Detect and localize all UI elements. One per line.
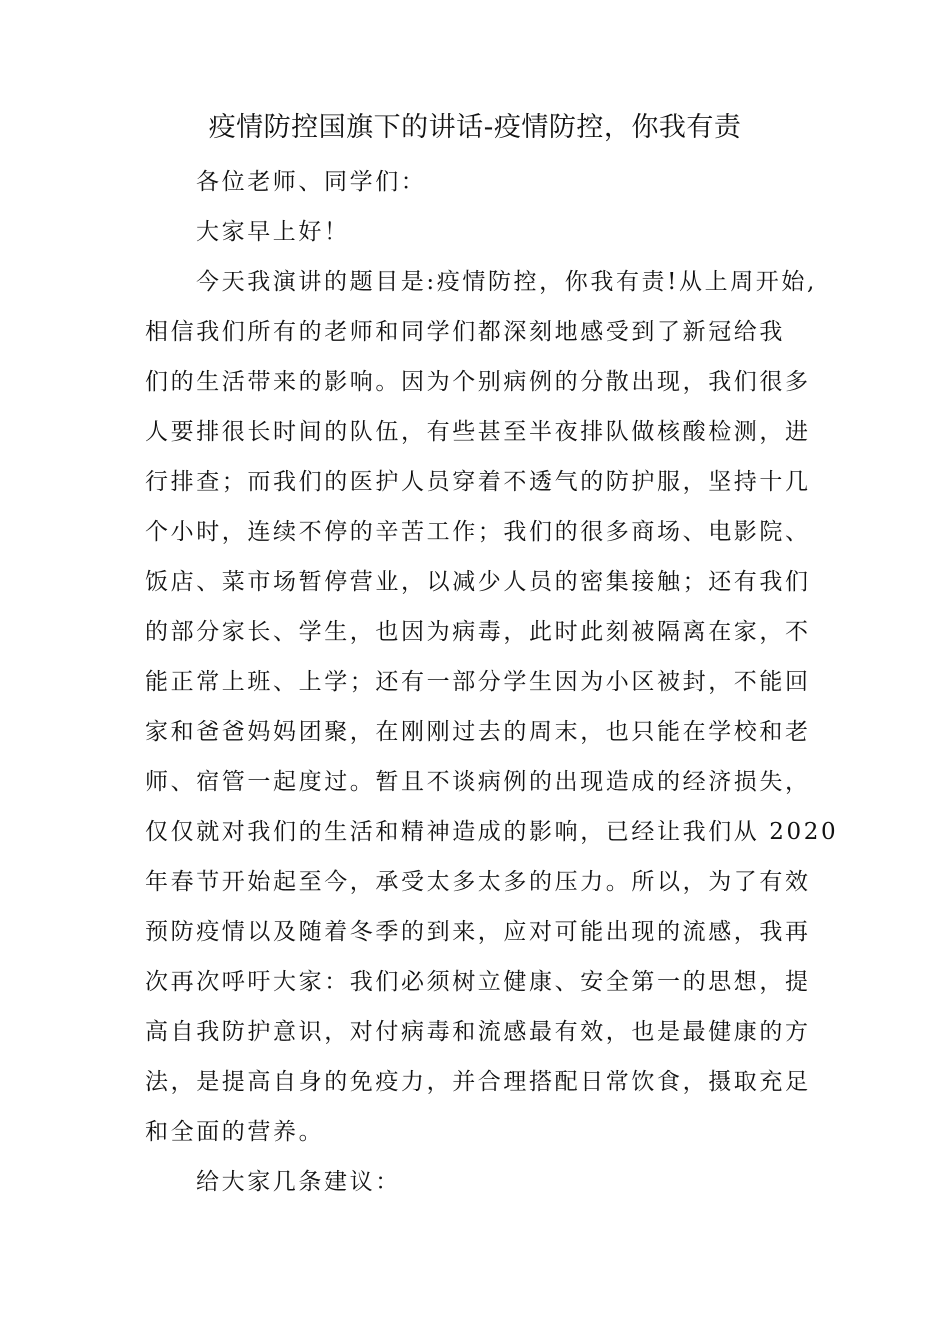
salutation-line: 大家早上好！	[196, 219, 350, 245]
body-line: 饭店、菜市场暂停营业，以减少人员的密集接触；还有我们	[145, 569, 811, 595]
body-line: 高自我防护意识，对付病毒和流感最有效，也是最健康的方	[145, 1019, 811, 1045]
body-line: 年春节开始起至今，承受太多太多的压力。所以，为了有效	[145, 869, 811, 895]
body-line: 行排查；而我们的医护人员穿着不透气的防护服，坚持十几	[145, 469, 811, 495]
body-line: 的部分家长、学生，也因为病毒，此时此刻被隔离在家，不	[145, 619, 811, 645]
body-line: 今天我演讲的题目是:疫情防控，你我有责!从上周开始,	[196, 269, 817, 295]
closing-line: 给大家几条建议：	[196, 1169, 401, 1195]
body-line: 们的生活带来的影响。因为个别病例的分散出现，我们很多	[145, 369, 811, 395]
body-line: 人要排很长时间的队伍，有些甚至半夜排队做核酸检测，进	[145, 419, 811, 445]
body-line: 师、宿管一起度过。暂且不谈病例的出现造成的经济损失，	[145, 769, 811, 795]
body-line: 预防疫情以及随着冬季的到来，应对可能出现的流感，我再	[145, 919, 811, 945]
body-line: 次再次呼吁大家：我们必须树立健康、安全第一的思想，提	[145, 969, 811, 995]
body-line: 家和爸爸妈妈团聚，在刚刚过去的周末，也只能在学校和老	[145, 719, 811, 745]
body-line: 个小时，连续不停的辛苦工作；我们的很多商场、电影院、	[145, 519, 811, 545]
document-title: 疫情防控国旗下的讲话-疫情防控，你我有责	[208, 112, 742, 143]
body-line: 仅仅就对我们的生活和精神造成的影响，已经让我们从 2020	[145, 819, 839, 845]
greeting-line: 各位老师、同学们：	[196, 169, 427, 195]
body-line: 相信我们所有的老师和同学们都深刻地感受到了新冠给我	[145, 319, 785, 345]
body-line: 能正常上班、上学；还有一部分学生因为小区被封，不能回	[145, 669, 811, 695]
body-line: 和全面的营养。	[145, 1119, 325, 1145]
body-line: 法，是提高自身的免疫力，并合理搭配日常饮食，摄取充足	[145, 1069, 811, 1095]
